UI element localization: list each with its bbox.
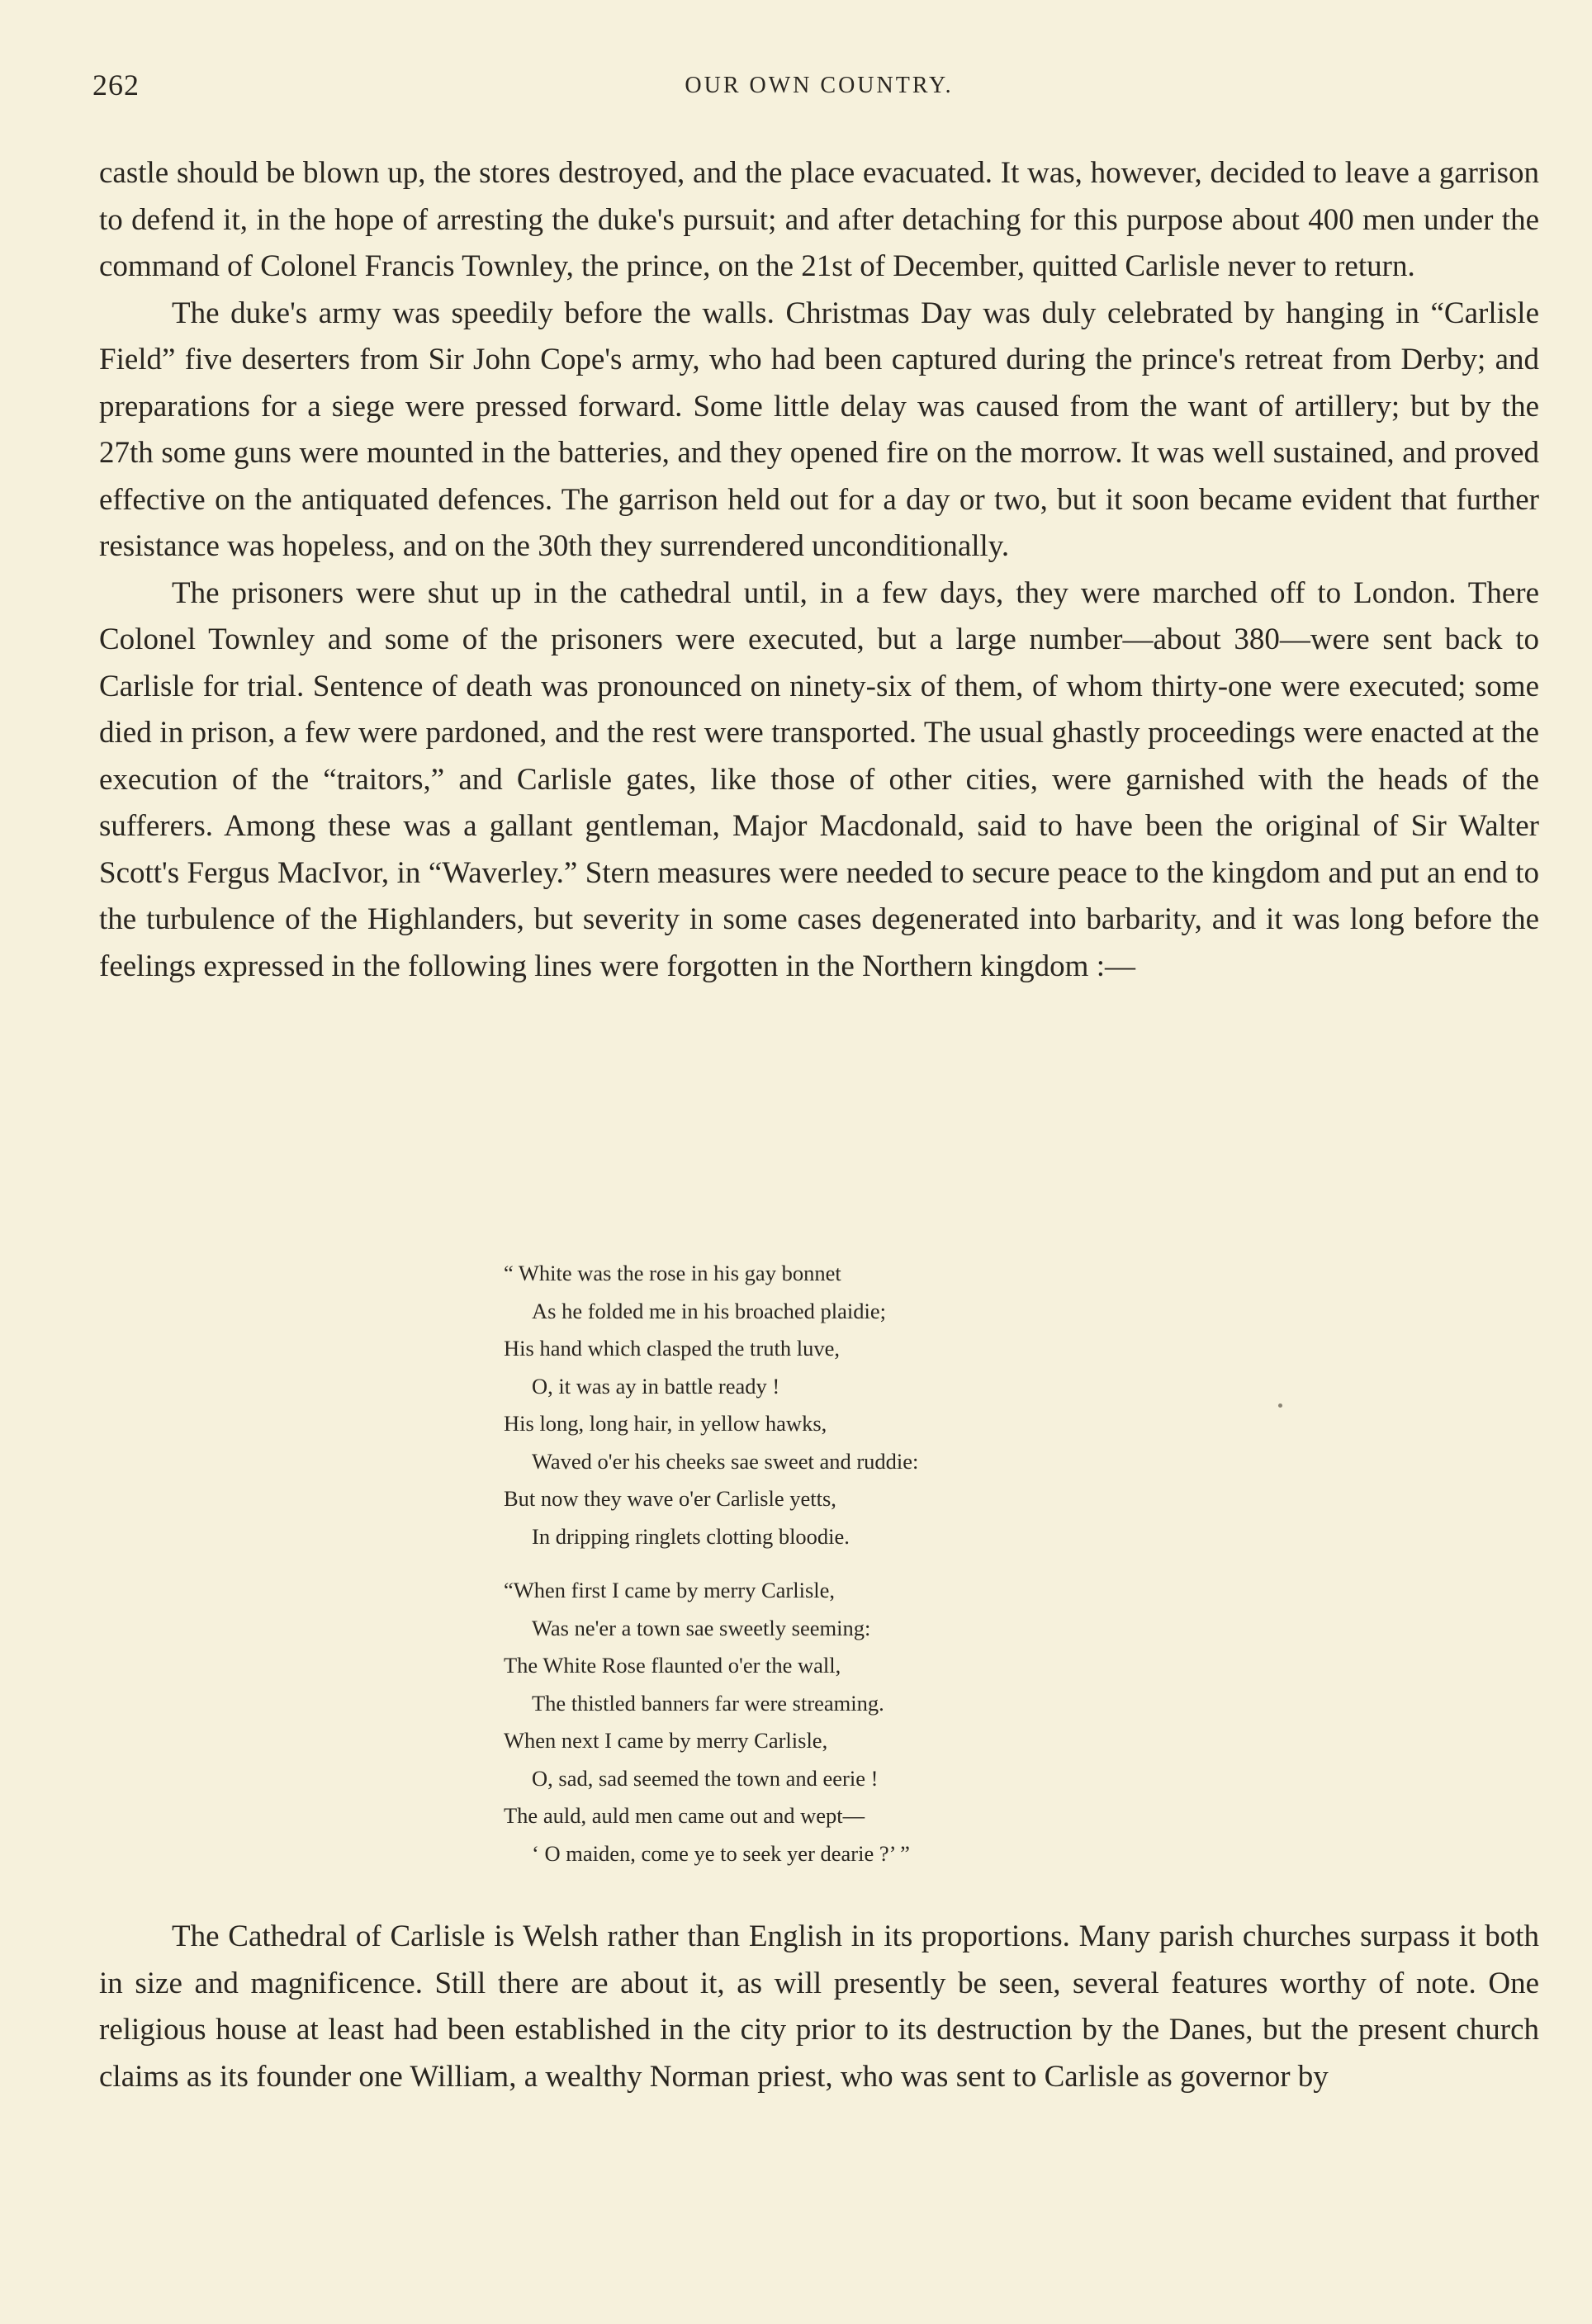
poem-line: His long, long hair, in yellow hawks, xyxy=(504,1411,827,1436)
poem-line: “When first I came by merry Carlisle, xyxy=(504,1578,836,1602)
paragraph-prisoners: The prisoners were shut up in the cathedral until, in a few days, they were marched off to London. There Colonel Townley and some of the prisoners were executed, but a large number—about 380—were sent back to Carlisle for trial. Sentence of death was pronounced on ninety-six of them, of whom thirty-one were executed; some died in prison, a few were pardoned, and the rest were transported. The usual ghastly proceedings were enacted at the execution of the “traitors,” and Carlisle gates, like those of other cities, were garnished with the heads of the sufferers. Among these was a gallant gentleman, Major Macdonald, said to have been the original of Sir Walter Scott's Fergus MacIvor, in “Waverley.” Stern measures were needed to secure peace to the kingdom and put an end to the turbulence of the Highlanders, but severity in some cases degenerated into barbarity, and it was long before the feelings expressed in the following lines were forgotten in the Northern kingdom :— xyxy=(99,575,1539,983)
stanza-1 xyxy=(504,1255,918,1555)
running-head: OUR OWN COUNTRY. xyxy=(685,73,954,98)
poem-line: O, sad, sad seemed the town and eerie ! xyxy=(532,1765,879,1791)
poem-line: As he folded me in his broached plaidie; xyxy=(532,1298,887,1323)
poem-line: Waved o'er his cheeks sae sweet and ruddie: xyxy=(532,1448,919,1474)
poem-line: The thistled banners far were streaming. xyxy=(532,1690,884,1716)
body-text-top xyxy=(99,150,1539,990)
poem-line: His hand which clasped the truth luve, xyxy=(504,1336,840,1361)
poem-line: The White Rose flaunted o'er the wall, xyxy=(504,1653,841,1678)
poem-line: When next I came by merry Carlisle, xyxy=(504,1728,828,1753)
stanza-2 xyxy=(504,1572,918,1872)
poem-line: In dripping ringlets clotting bloodie. xyxy=(532,1523,850,1549)
body-text-bottom xyxy=(99,1914,1539,2100)
poem-line: “ White was the rose in his gay bonnet xyxy=(504,1261,841,1285)
page-header xyxy=(92,68,1546,117)
paper-speck xyxy=(1278,1403,1282,1408)
poem-line: ‘ O maiden, come ye to seek yer dearie ?’ ” xyxy=(532,1840,910,1866)
paragraph-continued: castle should be blown up, the stores destroyed, and the place evacuated. It was, however, decided to leave a garrison to defend it, in the hope of arresting the duke's pursuit; and after detaching for this purpose about 400 men under the command of Colonel Francis Townley, the prince, on the 21st of December, quitted Carlisle never to return. xyxy=(99,156,1539,283)
poem-line: O, it was ay in battle ready ! xyxy=(532,1373,780,1399)
poem-line: Was ne'er a town sae sweetly seeming: xyxy=(532,1615,871,1640)
page-number: 262 xyxy=(92,69,140,102)
paragraph-cathedral: The Cathedral of Carlisle is Welsh rather than English in its proportions. Many parish churches surpass it both in size and magnificence. Still there are about it, as will presently be seen, several features worthy of note. One religious house at least had been established in the city prior to its destruction by the Danes, but the present church claims as its founder one William, a wealthy Norman priest, who was sent to Carlisle as governor by xyxy=(99,1919,1539,2094)
poem-line: But now they wave o'er Carlisle yetts, xyxy=(504,1486,836,1511)
paragraph-siege: The duke's army was speedily before the walls. Christmas Day was duly celebrated by hanging in “Carlisle Field” five deserters from Sir John Cope's army, who had been captured during the prince's retreat from Derby; and preparations for a siege were pressed forward. Some little delay was caused from the want of artillery; but by the 27th some guns were mounted in the batteries, and they opened fire on the morrow. It was well sustained, and proved effective on the antiquated defences. The garrison held out for a day or two, but it soon became evident that further resistance was hopeless, and on the 30th they surrendered unconditionally. xyxy=(99,296,1539,563)
poem-line: The auld, auld men came out and wept— xyxy=(504,1803,865,1828)
ballad-quotation xyxy=(504,1255,918,1872)
